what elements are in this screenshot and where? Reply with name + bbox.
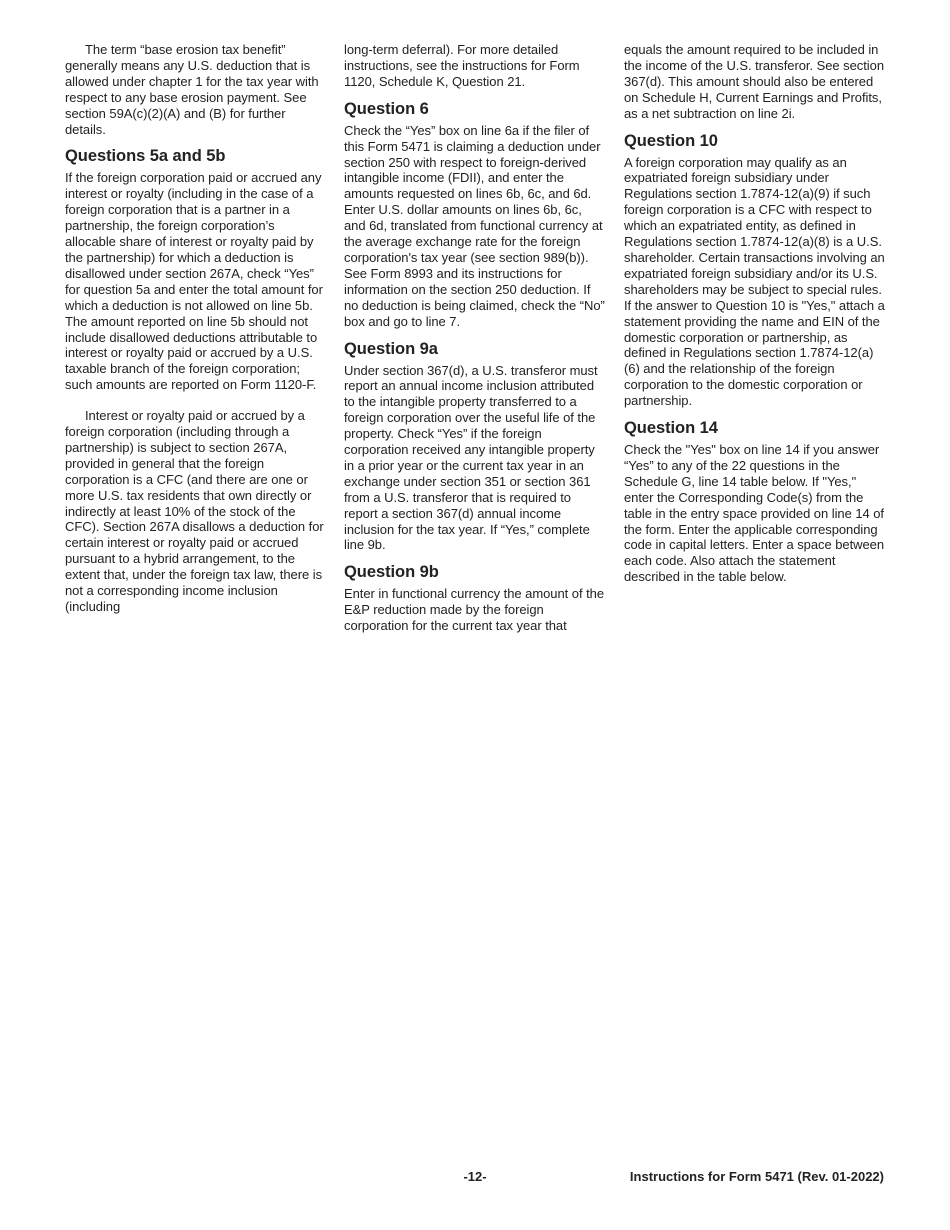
text-column-left [65, 42, 327, 615]
heading-question-6: Question 6 [344, 99, 429, 118]
paragraph-question-10: A foreign corporation may qualify as an expatriated foreign subsidiary under Regulations section 1.7874-12(a)(9) if such foreign corporation is a CFC with respect to which an expatriated entity, as defined in Regulations section 1.7874-12(a)(8) is a U.S. shareholder. Certain transactions involving an expatriated foreign subsidiary and/or its U.S. shareholders may be subject to special rules. If the answer to Question 10 is "Yes," attach a statement providing the name and EIN of the domestic corporation or partnership, as defined in Regulations section 1.7874-12(a)(6) and the relationship of the foreign corporation to the domestic corporation or partnership. [624, 154, 885, 409]
paragraph-question-6: Check the “Yes” box on line 6a if the filer of this Form 5471 is claiming a deduction under section 250 with respect to foreign-derived intangible income (FDII), and enter the amounts requested on lines 6b, 6c, and 6d. Enter U.S. dollar amounts on lines 6b, 6c, and 6d, translated from functional currency at the average exchange rate for the foreign corporation's tax year (see section 989(b)). See Form 8993 and its instructions for information on the section 250 deduction. If no deduction is being claimed, check the “No” box and go to line 7. [344, 122, 605, 329]
heading-question-9a: Question 9a [344, 339, 438, 358]
text-column-right [624, 42, 886, 585]
heading-question-10: Question 10 [624, 131, 718, 150]
heading-question-9b: Question 9b [344, 563, 439, 582]
paragraph-question-9a: Under section 367(d), a U.S. transferor must report an annual income inclusion attributed to the intangible property transferred to a foreign corporation over the useful life of the property. Check “Yes” if the foreign corporation received any intangible property in a prior year or the current tax year in an exchange under section 351 or section 361 from a U.S. transferor that is required to report a section 367(d) annual income inclusion for the tax year. If “Yes,” complete line 9b. [344, 362, 598, 553]
heading-questions-5a-5b: Questions 5a and 5b [65, 147, 226, 166]
paragraph-question-9b: Enter in functional currency the amount of the E&P reduction made by the foreign corporation for the current tax year that [344, 586, 605, 634]
paragraph-base-erosion-definition: The term “base erosion tax benefit” generally means any U.S. deduction that is allowed under chapter 1 for the tax year with respect to any base erosion payment. See section 59A(c)(2)(A) and (B) for further details. [65, 42, 319, 137]
paragraph-questions-5a-5b: If the foreign corporation paid or accrued any interest or royalty (including in the case of a foreign corporation that is a partner in a partnership, the foreign corporation’s allocable share of interest or royalty paid by the partnership) for which a deduction is disallowed under section 267A, check “Yes” for question 5a and enter the total amount for which a deduction is not allowed on line 5b. The amount reported on line 5b should not include disallowed deductions attributable to interest or royalty paid or accrued by a U.S. taxable branch of the foreign corporation; such amounts are reported on Form 1120-F. [65, 170, 323, 393]
heading-question-14: Question 14 [624, 419, 718, 438]
text-column-middle [344, 42, 606, 634]
footer-form-title: Instructions for Form 5471 (Rev. 01-2022) [629, 1169, 884, 1184]
paragraph-continued-ep-reduction: equals the amount required to be included in the income of the U.S. transferor. See section 367(d). This amount should also be entered on Schedule H, Current Earnings and Profits, as a net subtraction on line 2i. [624, 42, 885, 121]
paragraph-question-14: Check the "Yes" box on line 14 if you answer “Yes” to any of the 22 questions in the Schedule G, line 14 table below. If "Yes," enter the Corresponding Code(s) from the table in the entry space provided on line 14 of the form. Enter the applicable corresponding code in capital letters. Enter a space between each code. Also attach the statement described in the table below. [624, 442, 885, 585]
paragraph-section-267a: Interest or royalty paid or accrued by a foreign corporation (including through a partnership) is subject to section 267A, provided in general that the foreign corporation is a CFC (and there are one or more U.S. tax residents that own directly or indirectly at least 10% of the stock of the CFC). Section 267A disallows a deduction for certain interest or royalty paid or accrued pursuant to a hybrid arrangement, to the extent that, under the foreign tax law, there is not a corresponding income inclusion (including [65, 408, 324, 614]
page-number: -12- [463, 1169, 487, 1184]
paragraph-continued-deferral: long-term deferral). For more detailed instructions, see the instructions for Form 1120, Schedule K, Question 21. [344, 42, 580, 89]
